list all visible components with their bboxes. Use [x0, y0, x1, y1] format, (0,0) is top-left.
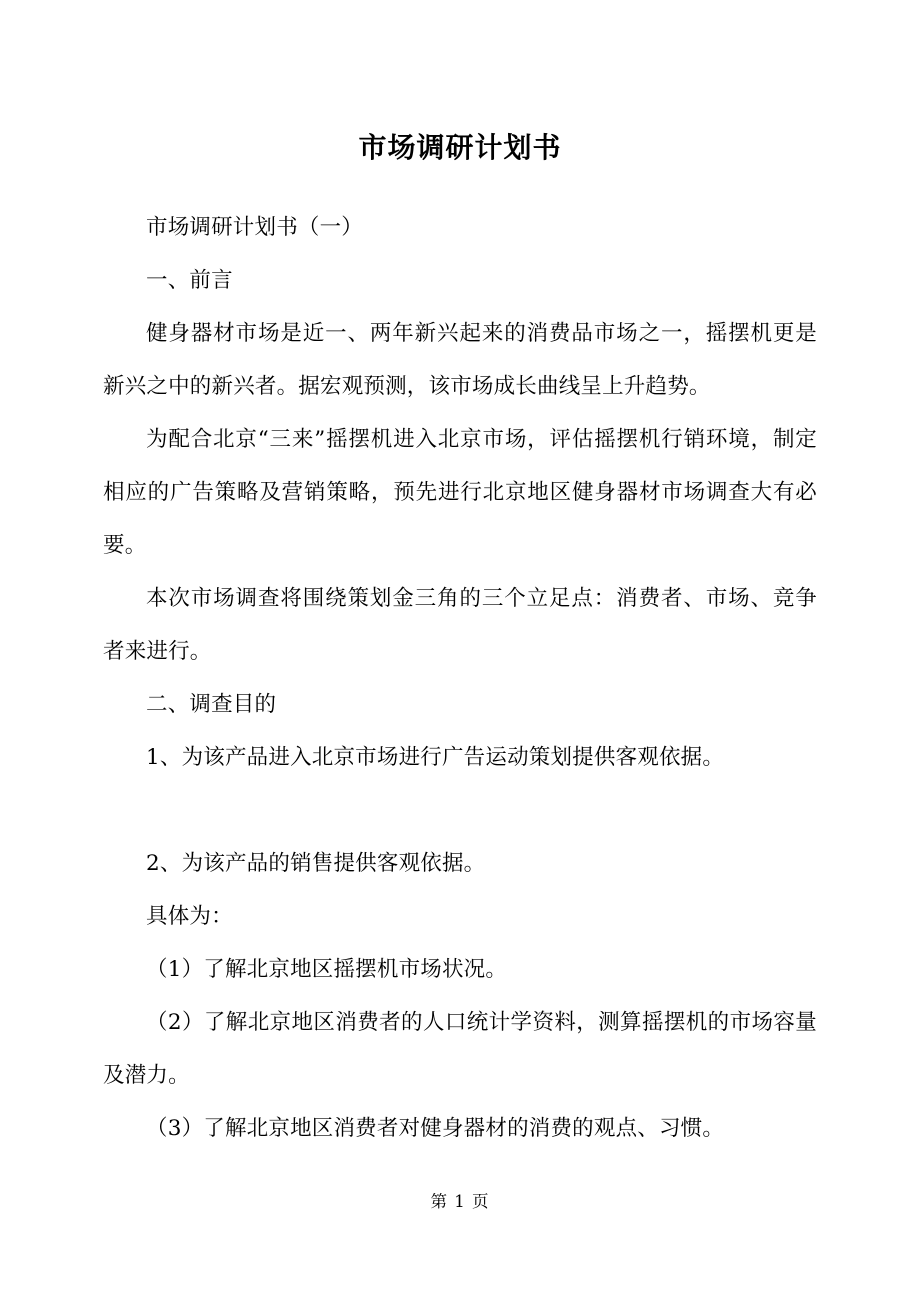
page-footer: 第 1 页 [430, 1192, 490, 1211]
paragraph: 具体为： [146, 904, 233, 930]
page-title: 市场调研计划书 [358, 131, 562, 164]
paragraph: 本次市场调查将围绕策划金三角的三个立足点：消费者、市场、竞争者来进行。 [103, 586, 817, 665]
paragraph: （3）了解北京地区消费者对健身器材的消费的观点、习惯。 [146, 1116, 725, 1142]
paragraph: 1、为该产品进入北京市场进行广告运动策划提供客观依据。 [146, 745, 725, 771]
paragraph: 健身器材市场是近一、两年新兴起来的消费品市场之一，摇摆机更是新兴之中的新兴者。据宏观预测，该市场成长曲线呈上升趋势。 [103, 321, 817, 400]
paragraph: 一、前言 [146, 268, 233, 294]
paragraph: 二、调查目的 [146, 692, 277, 718]
paragraph: （1）了解北京地区摇摆机市场状况。 [146, 957, 508, 983]
paragraph: （2）了解北京地区消费者的人口统计学资料，测算摇摆机的市场容量及潜力。 [103, 1010, 817, 1089]
document-body [103, 0, 817, 1155]
paragraph: 为配合北京“三来”摇摆机进入北京市场，评估摇摆机行销环境，制定相应的广告策略及营销策略，预先进行北京地区健身器材市场调查大有必要。 [103, 427, 817, 559]
paragraph-list [103, 201, 817, 1155]
paragraph: 2、为该产品的销售提供客观依据。 [146, 851, 486, 877]
paragraph-blank [103, 784, 817, 837]
paragraph: 市场调研计划书（一） [146, 215, 364, 241]
